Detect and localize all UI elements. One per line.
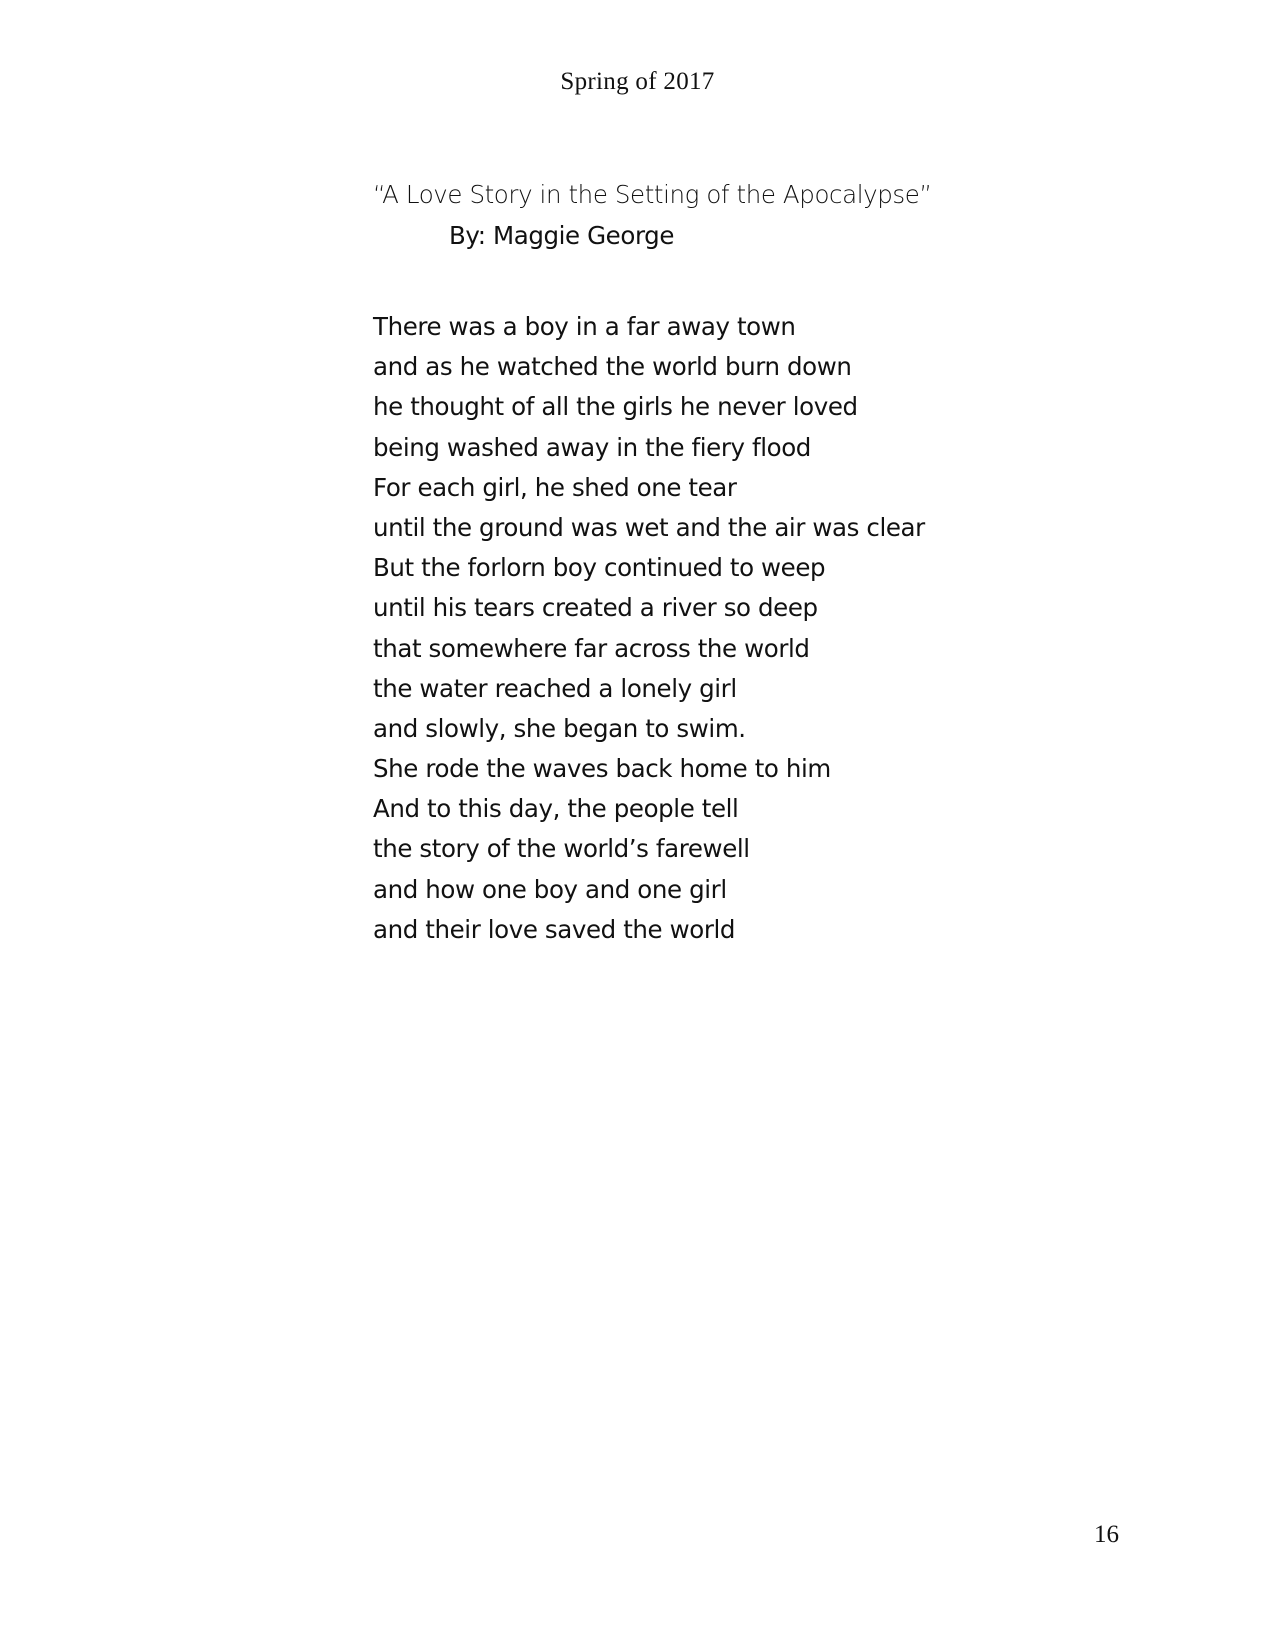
poem-line: and their love saved the world	[373, 914, 736, 944]
poem-line: he thought of all the girls he never loved	[373, 392, 858, 422]
poem-line: But the forlorn boy continued to weep	[373, 553, 826, 583]
running-header: Spring of 2017	[560, 68, 715, 95]
poem-body	[373, 307, 925, 950]
poem-line: and as he watched the world burn down	[373, 352, 852, 382]
poem-line: until his tears created a river so deep	[373, 593, 818, 623]
poem-line: until the ground was wet and the air was clear	[373, 512, 925, 542]
poem-line: For each girl, he shed one tear	[373, 472, 737, 502]
poem-line: that somewhere far across the world	[373, 633, 810, 663]
poem-line: And to this day, the people tell	[373, 794, 739, 824]
poem-line: being washed away in the fiery flood	[373, 432, 811, 462]
poem-line: and slowly, she began to swim.	[373, 713, 746, 743]
poem-line: the water reached a lonely girl	[373, 673, 737, 703]
poem-line: There was a boy in a far away town	[373, 312, 796, 341]
poem-line: the story of the world’s farewell	[373, 834, 750, 864]
page-number: 16	[1094, 1521, 1119, 1548]
poem-title: “A Love Story in the Setting of the Apocalypse”	[373, 180, 932, 209]
poem-line: She rode the waves back home to him	[373, 754, 831, 784]
poem-byline: By: Maggie George	[449, 221, 675, 250]
poem-line: and how one boy and one girl	[373, 874, 727, 904]
